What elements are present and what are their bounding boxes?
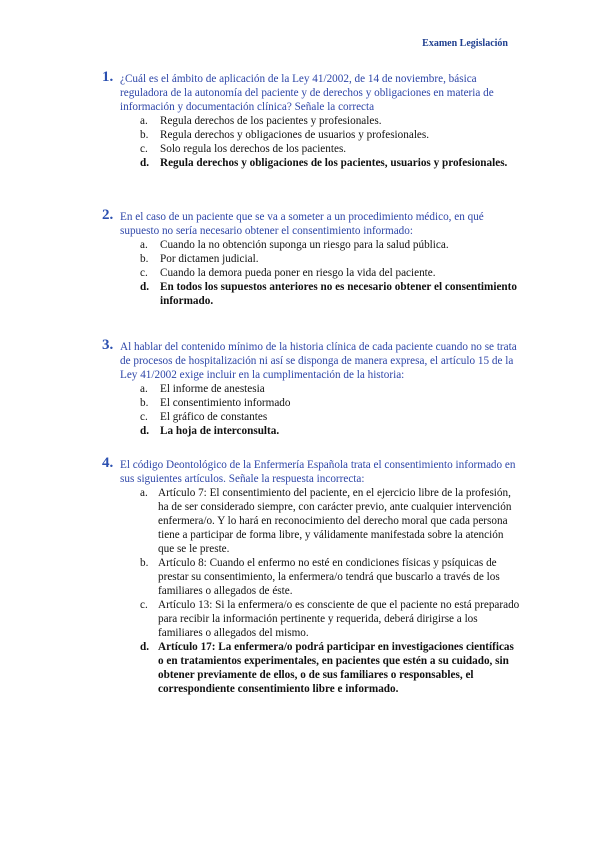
options-list xyxy=(100,382,520,438)
option-b: b. Artículo 8: Cuando el enfermo no esté en condiciones físicas y psíquicas de prestar su consentimiento, la enfermera/o tendrá que buscarlo a través de los familiares o allegados de éste. xyxy=(140,557,500,597)
question-number: 2. xyxy=(102,207,114,223)
option-c: c. Cuando la demora pueda poner en riesgo la vida del paciente. xyxy=(140,267,436,279)
option-d-correct: d. Artículo 17: La enfermera/o podrá participar en investigaciones científicas o en tratamientos experimentales, en pacientes que estén a su cuidado, sin obtener previamente de ellos, o de sus familiares o responsables, el correspondiente consentimiento libre e informado. xyxy=(140,641,514,695)
question-number: 4. xyxy=(102,455,114,471)
option-b: b. Por dictamen judicial. xyxy=(140,253,259,265)
question-text: ¿Cuál es el ámbito de aplicación de la Ley 41/2002, de 14 de noviembre, básica reguladora de la autonomía del paciente y de derechos y obligaciones en materia de información y documentación clínica? Señale la correcta xyxy=(120,73,494,113)
question-header xyxy=(100,207,520,238)
question-3 xyxy=(100,337,520,438)
question-header xyxy=(100,69,520,114)
question-4 xyxy=(100,455,520,696)
question-number: 1. xyxy=(102,69,114,85)
option-d-correct: d. Regula derechos y obligaciones de los pacientes, usuarios y profesionales. xyxy=(140,157,508,169)
option-c: c. Artículo 13: Si la enfermera/o es consciente de que el paciente no está preparado para recibir la información pertinente y requerida, deberá dirigirse a los familiares o allegados del mismo. xyxy=(140,599,520,639)
option-c: c. El gráfico de constantes xyxy=(140,411,268,423)
document-header: Examen Legislación xyxy=(422,38,508,49)
option-b: b. Regula derechos y obligaciones de usuarios y profesionales. xyxy=(140,129,430,141)
options-list xyxy=(100,486,520,696)
option-d-correct: d. En todos los supuestos anteriores no es necesario obtener el consentimiento informado. xyxy=(140,281,517,307)
option-a: a. Regula derechos de los pacientes y profesionales. xyxy=(140,115,382,127)
option-c: c. Solo regula los derechos de los pacientes. xyxy=(140,143,347,155)
options-list xyxy=(100,238,520,308)
question-text: Al hablar del contenido mínimo de la historia clínica de cada paciente cuando no se trata de procesos de hospitalización ni así se disponga de manera expresa, el artículo 15 de la Ley 41/2002 exige incluir en la cumplimentación de la historia: xyxy=(120,341,517,381)
option-a: a. Cuando la no obtención suponga un riesgo para la salud pública. xyxy=(140,239,449,251)
option-d-correct: d. La hoja de interconsulta. xyxy=(140,425,280,437)
question-2 xyxy=(100,207,520,308)
question-number: 3. xyxy=(102,337,114,353)
option-b: b. El consentimiento informado xyxy=(140,397,291,409)
option-a: a. Artículo 7: El consentimiento del paciente, en el ejercicio libre de la profesión, ha de ser considerado siempre, con carácter previo, ante cualquier intervención enfermera/o. Y lo hará en reconocimiento del derecho moral que cada persona tiene a participar de forma libre, y válidamente manifestada sobre la atención que se le preste. xyxy=(140,487,512,555)
question-1 xyxy=(100,69,520,170)
question-text: El código Deontológico de la Enfermería Española trata el consentimiento informado en sus siguientes artículos. Señale la respuesta incorrecta: xyxy=(120,459,516,485)
option-a: a. El informe de anestesia xyxy=(140,383,265,395)
question-header xyxy=(100,337,520,382)
question-header xyxy=(100,455,520,486)
options-list xyxy=(100,114,520,170)
question-text: En el caso de un paciente que se va a someter a un procedimiento médico, en qué supuesto no sería necesario obtener el consentimiento informado: xyxy=(120,211,484,237)
